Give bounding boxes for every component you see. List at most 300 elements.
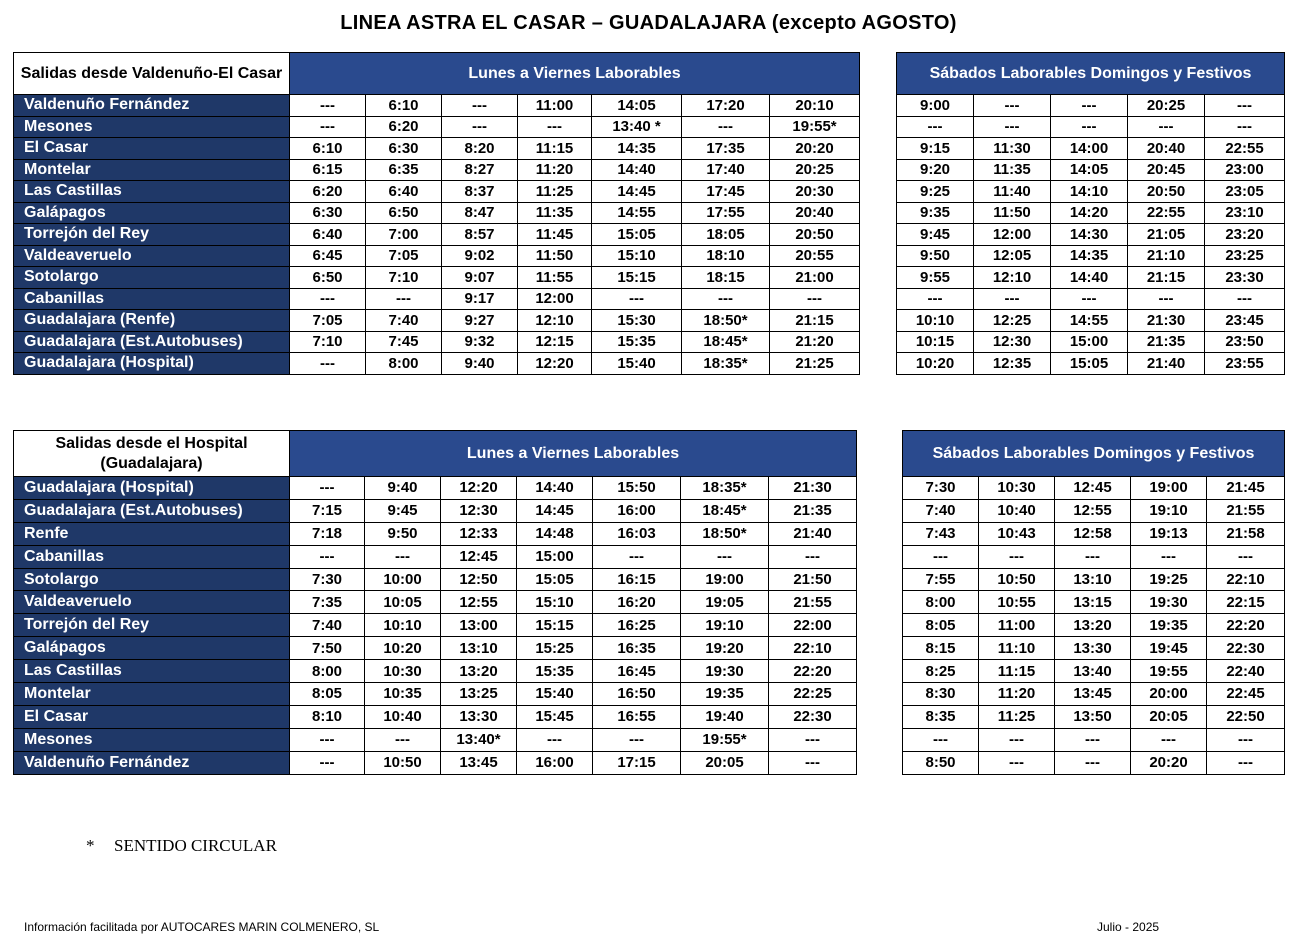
departure-time: 9:55 bbox=[897, 267, 974, 289]
table-row bbox=[903, 660, 1285, 683]
departure-time: 9:17 bbox=[442, 288, 518, 310]
departure-time: 19:30 bbox=[681, 660, 769, 683]
departure-time: 7:45 bbox=[366, 331, 442, 353]
departure-time: 15:05 bbox=[517, 568, 593, 591]
departure-time: 9:20 bbox=[897, 159, 974, 181]
departure-time: 6:30 bbox=[290, 202, 366, 224]
weekend-header: Sábados Laborables Domingos y Festivos bbox=[903, 431, 1285, 477]
departure-time: 21:58 bbox=[1207, 522, 1285, 545]
departure-time: 13:40 bbox=[1055, 660, 1131, 683]
departure-time: 6:35 bbox=[366, 159, 442, 181]
departure-time: 9:25 bbox=[897, 181, 974, 203]
table-row bbox=[903, 477, 1285, 500]
departure-time: --- bbox=[1207, 751, 1285, 774]
departure-time: 10:50 bbox=[365, 751, 441, 774]
departure-time: 12:55 bbox=[441, 591, 517, 614]
departure-time: 13:20 bbox=[1055, 614, 1131, 637]
departure-time: 15:05 bbox=[1051, 353, 1128, 375]
departure-time: 9:40 bbox=[365, 477, 441, 500]
departure-time: 6:20 bbox=[366, 116, 442, 138]
departure-time: 20:45 bbox=[1128, 159, 1205, 181]
departure-time: 21:15 bbox=[1128, 267, 1205, 289]
departure-time: 19:30 bbox=[1131, 591, 1207, 614]
table-row bbox=[897, 116, 1285, 138]
departure-time: 8:20 bbox=[442, 138, 518, 160]
table-row bbox=[14, 477, 857, 500]
table-row bbox=[897, 288, 1285, 310]
table-row bbox=[897, 202, 1285, 224]
departure-time: --- bbox=[1051, 288, 1128, 310]
departure-time: 9:00 bbox=[897, 95, 974, 117]
departure-time: 19:10 bbox=[1131, 499, 1207, 522]
table-row bbox=[14, 660, 857, 683]
departure-time: --- bbox=[518, 116, 592, 138]
page-title: LINEA ASTRA EL CASAR – GUADALAJARA (excepto AGOSTO) bbox=[340, 12, 957, 34]
departure-time: 14:35 bbox=[592, 138, 682, 160]
departure-time: 16:20 bbox=[593, 591, 681, 614]
departure-time: 20:20 bbox=[770, 138, 860, 160]
departure-time: 16:25 bbox=[593, 614, 681, 637]
stop-name: Montelar bbox=[14, 159, 290, 181]
departure-time: 16:35 bbox=[593, 637, 681, 660]
header-row bbox=[897, 53, 1285, 95]
departure-time: --- bbox=[365, 728, 441, 751]
timetable-return-weekend bbox=[902, 430, 1285, 775]
departure-time: 20:30 bbox=[770, 181, 860, 203]
stop-name: Torrejón del Rey bbox=[14, 224, 290, 246]
departure-time: 13:40 * bbox=[592, 116, 682, 138]
stop-name: Galápagos bbox=[14, 637, 290, 660]
departure-time: 11:30 bbox=[974, 138, 1051, 160]
departure-time: 21:40 bbox=[769, 522, 857, 545]
departure-time: 13:30 bbox=[441, 705, 517, 728]
departure-time: 14:55 bbox=[1051, 310, 1128, 332]
stop-name: Guadalajara (Est.Autobuses) bbox=[14, 499, 290, 522]
table-row bbox=[14, 353, 860, 375]
stop-name: El Casar bbox=[14, 138, 290, 160]
departure-time: 14:10 bbox=[1051, 181, 1128, 203]
departure-time: 9:02 bbox=[442, 245, 518, 267]
table-row bbox=[14, 181, 860, 203]
departure-time: 19:00 bbox=[1131, 477, 1207, 500]
departure-time: 14:40 bbox=[592, 159, 682, 181]
departure-time: 21:30 bbox=[1128, 310, 1205, 332]
departure-time: 22:20 bbox=[769, 660, 857, 683]
departure-time: 7:35 bbox=[290, 591, 365, 614]
departure-time: 12:15 bbox=[518, 331, 592, 353]
header-row bbox=[903, 431, 1285, 477]
footnote-symbol: * bbox=[86, 836, 95, 855]
stop-name: Guadalajara (Est.Autobuses) bbox=[14, 331, 290, 353]
departure-time: 20:25 bbox=[770, 159, 860, 181]
stop-name: Guadalajara (Hospital) bbox=[14, 353, 290, 375]
departure-time: 16:00 bbox=[517, 751, 593, 774]
departure-time: 14:40 bbox=[1051, 267, 1128, 289]
departure-time: 15:05 bbox=[592, 224, 682, 246]
departure-time: 15:15 bbox=[517, 614, 593, 637]
departure-time: 13:50 bbox=[1055, 705, 1131, 728]
departure-time: 23:45 bbox=[1205, 310, 1285, 332]
departure-time: 17:20 bbox=[682, 95, 770, 117]
departure-time: 10:20 bbox=[365, 637, 441, 660]
departure-time: 12:10 bbox=[518, 310, 592, 332]
table-row bbox=[14, 522, 857, 545]
table-row bbox=[14, 637, 857, 660]
departure-time: 11:15 bbox=[518, 138, 592, 160]
departure-time: 15:45 bbox=[517, 705, 593, 728]
departure-time: 21:30 bbox=[769, 477, 857, 500]
stop-name: Torrejón del Rey bbox=[14, 614, 290, 637]
departure-time: 22:10 bbox=[1207, 568, 1285, 591]
departure-time: 9:45 bbox=[365, 499, 441, 522]
table-row bbox=[14, 288, 860, 310]
departure-time: 12:58 bbox=[1055, 522, 1131, 545]
timetable-outbound-weekday bbox=[13, 52, 860, 375]
departure-time: 13:10 bbox=[441, 637, 517, 660]
departure-time: 10:50 bbox=[979, 568, 1055, 591]
departure-time: 8:15 bbox=[903, 637, 979, 660]
departure-time: 7:55 bbox=[903, 568, 979, 591]
table-row bbox=[903, 614, 1285, 637]
timetable-outbound-weekend bbox=[896, 52, 1285, 375]
stop-name: Valdeaveruelo bbox=[14, 245, 290, 267]
departure-time: 21:15 bbox=[770, 310, 860, 332]
table-row bbox=[897, 310, 1285, 332]
stop-name: Mesones bbox=[14, 728, 290, 751]
departure-time: --- bbox=[979, 751, 1055, 774]
stop-name: Las Castillas bbox=[14, 181, 290, 203]
departure-time: 21:35 bbox=[1128, 331, 1205, 353]
departure-time: 20:20 bbox=[1131, 751, 1207, 774]
departure-time: --- bbox=[979, 545, 1055, 568]
stop-name: Sotolargo bbox=[14, 568, 290, 591]
header-row bbox=[14, 53, 860, 95]
departure-time: 11:45 bbox=[518, 224, 592, 246]
departure-time: 23:25 bbox=[1205, 245, 1285, 267]
departure-time: 8:00 bbox=[366, 353, 442, 375]
departure-time: 6:15 bbox=[290, 159, 366, 181]
departure-time: 10:10 bbox=[365, 614, 441, 637]
departure-time: 9:45 bbox=[897, 224, 974, 246]
table-row bbox=[897, 95, 1285, 117]
departure-time: 10:20 bbox=[897, 353, 974, 375]
departure-time: 9:35 bbox=[897, 202, 974, 224]
departure-time: 22:40 bbox=[1207, 660, 1285, 683]
table-row bbox=[14, 683, 857, 706]
departure-time: 19:55* bbox=[681, 728, 769, 751]
departure-time: 13:25 bbox=[441, 683, 517, 706]
departure-time: --- bbox=[1055, 728, 1131, 751]
departure-time: 6:40 bbox=[290, 224, 366, 246]
departure-time: --- bbox=[1205, 95, 1285, 117]
departure-time: 20:50 bbox=[1128, 181, 1205, 203]
stop-name: Guadalajara (Hospital) bbox=[14, 477, 290, 500]
stop-name: Cabanillas bbox=[14, 288, 290, 310]
departure-time: 22:45 bbox=[1207, 683, 1285, 706]
departure-time: --- bbox=[681, 545, 769, 568]
departure-time: 12:30 bbox=[974, 331, 1051, 353]
stop-name: Cabanillas bbox=[14, 545, 290, 568]
table-row bbox=[14, 568, 857, 591]
departure-time: 23:20 bbox=[1205, 224, 1285, 246]
table-row bbox=[14, 591, 857, 614]
departure-time: 11:55 bbox=[518, 267, 592, 289]
departure-time: 6:50 bbox=[290, 267, 366, 289]
table-row bbox=[897, 224, 1285, 246]
departure-time: 20:05 bbox=[1131, 705, 1207, 728]
table-row bbox=[903, 568, 1285, 591]
departure-time: --- bbox=[366, 288, 442, 310]
departure-time: 17:15 bbox=[593, 751, 681, 774]
departure-time: --- bbox=[592, 288, 682, 310]
departure-time: 11:00 bbox=[518, 95, 592, 117]
departure-time: 13:45 bbox=[441, 751, 517, 774]
departure-time: 18:05 bbox=[682, 224, 770, 246]
departure-time: 12:00 bbox=[518, 288, 592, 310]
departure-time: 18:35* bbox=[681, 477, 769, 500]
departure-time: 19:45 bbox=[1131, 637, 1207, 660]
departure-time: 6:20 bbox=[290, 181, 366, 203]
departure-time: --- bbox=[442, 95, 518, 117]
departure-time: 12:25 bbox=[974, 310, 1051, 332]
timetable-return-weekday bbox=[13, 430, 857, 775]
departure-time: 22:50 bbox=[1207, 705, 1285, 728]
departure-time: 12:45 bbox=[1055, 477, 1131, 500]
departure-time: 14:48 bbox=[517, 522, 593, 545]
departure-time: 13:10 bbox=[1055, 568, 1131, 591]
departure-time: --- bbox=[903, 728, 979, 751]
departure-time: 22:55 bbox=[1128, 202, 1205, 224]
departure-time: 15:15 bbox=[592, 267, 682, 289]
departure-time: 15:40 bbox=[517, 683, 593, 706]
departure-time: 10:00 bbox=[365, 568, 441, 591]
departure-time: 14:00 bbox=[1051, 138, 1128, 160]
departure-time: --- bbox=[517, 728, 593, 751]
departure-time: 10:15 bbox=[897, 331, 974, 353]
table-row bbox=[903, 637, 1285, 660]
table-row bbox=[14, 138, 860, 160]
table-row bbox=[14, 499, 857, 522]
table-row bbox=[903, 499, 1285, 522]
departure-time: --- bbox=[442, 116, 518, 138]
departure-time: --- bbox=[1207, 545, 1285, 568]
departure-time: 23:00 bbox=[1205, 159, 1285, 181]
table-row bbox=[903, 522, 1285, 545]
table-row bbox=[903, 545, 1285, 568]
departure-time: 20:10 bbox=[770, 95, 860, 117]
departure-time: 14:05 bbox=[592, 95, 682, 117]
table-row bbox=[903, 591, 1285, 614]
departure-time: 11:00 bbox=[979, 614, 1055, 637]
departure-time: 23:05 bbox=[1205, 181, 1285, 203]
departure-time: 12:00 bbox=[974, 224, 1051, 246]
departure-time: 17:40 bbox=[682, 159, 770, 181]
departure-time: 14:55 bbox=[592, 202, 682, 224]
departure-time: --- bbox=[1055, 751, 1131, 774]
footer-credit: Información facilitada por AUTOCARES MARIN COLMENERO, SL bbox=[24, 920, 380, 934]
departure-time: 7:30 bbox=[903, 477, 979, 500]
departure-time: 7:30 bbox=[290, 568, 365, 591]
departure-time: 6:10 bbox=[366, 95, 442, 117]
departure-time: 13:00 bbox=[441, 614, 517, 637]
departure-time: --- bbox=[1128, 116, 1205, 138]
departure-time: 20:05 bbox=[681, 751, 769, 774]
stop-name: Valdenuño Fernández bbox=[14, 751, 290, 774]
table-row bbox=[14, 545, 857, 568]
departure-time: 10:30 bbox=[365, 660, 441, 683]
departure-time: 15:50 bbox=[593, 477, 681, 500]
departure-time: 19:13 bbox=[1131, 522, 1207, 545]
departure-time: --- bbox=[593, 545, 681, 568]
weekend-header: Sábados Laborables Domingos y Festivos bbox=[897, 53, 1285, 95]
departure-time: 12:30 bbox=[441, 499, 517, 522]
departure-time: --- bbox=[290, 116, 366, 138]
departure-time: 9:27 bbox=[442, 310, 518, 332]
departure-time: 6:10 bbox=[290, 138, 366, 160]
departure-time: 21:40 bbox=[1128, 353, 1205, 375]
departure-time: 11:35 bbox=[518, 202, 592, 224]
departure-time: 10:55 bbox=[979, 591, 1055, 614]
departure-time: --- bbox=[290, 728, 365, 751]
departure-time: --- bbox=[1055, 545, 1131, 568]
stop-name: El Casar bbox=[14, 705, 290, 728]
table-row bbox=[14, 751, 857, 774]
departure-time: 18:45* bbox=[681, 499, 769, 522]
departure-time: 6:40 bbox=[366, 181, 442, 203]
departure-time: --- bbox=[1051, 95, 1128, 117]
departure-time: --- bbox=[1131, 728, 1207, 751]
table-row bbox=[14, 331, 860, 353]
table-row bbox=[897, 159, 1285, 181]
departure-time: 9:50 bbox=[897, 245, 974, 267]
departure-time: 8:37 bbox=[442, 181, 518, 203]
departure-time: 22:15 bbox=[1207, 591, 1285, 614]
table-row bbox=[903, 683, 1285, 706]
stop-name: Sotolargo bbox=[14, 267, 290, 289]
table-row bbox=[14, 159, 860, 181]
stop-name: Galápagos bbox=[14, 202, 290, 224]
departure-time: 22:30 bbox=[769, 705, 857, 728]
stop-name: Guadalajara (Renfe) bbox=[14, 310, 290, 332]
departure-time: 19:20 bbox=[681, 637, 769, 660]
departure-time: 15:35 bbox=[517, 660, 593, 683]
departure-time: --- bbox=[1051, 116, 1128, 138]
table-row bbox=[14, 116, 860, 138]
departure-time: --- bbox=[770, 288, 860, 310]
departure-time: 12:20 bbox=[518, 353, 592, 375]
departure-time: 23:30 bbox=[1205, 267, 1285, 289]
departure-time: --- bbox=[903, 545, 979, 568]
departure-time: 16:03 bbox=[593, 522, 681, 545]
departure-time: 7:05 bbox=[366, 245, 442, 267]
departure-time: 12:35 bbox=[974, 353, 1051, 375]
departure-time: --- bbox=[769, 751, 857, 774]
departure-time: 19:25 bbox=[1131, 568, 1207, 591]
departure-time: 21:20 bbox=[770, 331, 860, 353]
departure-time: --- bbox=[682, 288, 770, 310]
departure-time: 19:00 bbox=[681, 568, 769, 591]
departure-time: 19:40 bbox=[681, 705, 769, 728]
departure-time: 11:50 bbox=[518, 245, 592, 267]
stop-name: Montelar bbox=[14, 683, 290, 706]
departure-time: 18:50* bbox=[681, 522, 769, 545]
departure-time: 20:00 bbox=[1131, 683, 1207, 706]
departure-time: 16:50 bbox=[593, 683, 681, 706]
departure-time: 7:50 bbox=[290, 637, 365, 660]
departure-time: 10:35 bbox=[365, 683, 441, 706]
departure-time: 15:10 bbox=[517, 591, 593, 614]
departure-time: 18:10 bbox=[682, 245, 770, 267]
footnote bbox=[86, 836, 277, 856]
departure-time: --- bbox=[1205, 116, 1285, 138]
departure-time: 21:45 bbox=[1207, 477, 1285, 500]
weekday-header: Lunes a Viernes Laborables bbox=[290, 431, 857, 477]
departure-time: 7:10 bbox=[366, 267, 442, 289]
stop-name: Las Castillas bbox=[14, 660, 290, 683]
table-row bbox=[897, 331, 1285, 353]
departure-time: 14:05 bbox=[1051, 159, 1128, 181]
departure-time: 8:50 bbox=[903, 751, 979, 774]
departure-time: 20:40 bbox=[770, 202, 860, 224]
departure-time: 8:25 bbox=[903, 660, 979, 683]
stop-name: Valdenuño Fernández bbox=[14, 95, 290, 117]
departure-time: 10:43 bbox=[979, 522, 1055, 545]
departure-time: 8:00 bbox=[290, 660, 365, 683]
departure-time: 11:35 bbox=[974, 159, 1051, 181]
departure-time: 7:40 bbox=[366, 310, 442, 332]
stop-name: Mesones bbox=[14, 116, 290, 138]
departure-time: 8:27 bbox=[442, 159, 518, 181]
departure-time: --- bbox=[290, 545, 365, 568]
departure-time: 6:30 bbox=[366, 138, 442, 160]
departure-time: 21:50 bbox=[769, 568, 857, 591]
departure-time: 10:30 bbox=[979, 477, 1055, 500]
departure-time: 22:55 bbox=[1205, 138, 1285, 160]
departure-time: 10:40 bbox=[365, 705, 441, 728]
departure-time: 7:40 bbox=[290, 614, 365, 637]
departure-time: 8:00 bbox=[903, 591, 979, 614]
departure-time: 13:40* bbox=[441, 728, 517, 751]
departure-time: 15:10 bbox=[592, 245, 682, 267]
departure-time: 13:45 bbox=[1055, 683, 1131, 706]
stop-name: Valdeaveruelo bbox=[14, 591, 290, 614]
departure-time: --- bbox=[365, 545, 441, 568]
departure-time: 15:25 bbox=[517, 637, 593, 660]
table-row bbox=[14, 267, 860, 289]
table-row bbox=[14, 245, 860, 267]
departure-time: 11:20 bbox=[518, 159, 592, 181]
departure-time: 14:45 bbox=[592, 181, 682, 203]
departure-time: --- bbox=[1205, 288, 1285, 310]
departure-time: 11:40 bbox=[974, 181, 1051, 203]
departure-time: 8:10 bbox=[290, 705, 365, 728]
departure-time: --- bbox=[897, 116, 974, 138]
table-row bbox=[14, 728, 857, 751]
origin-header: Salidas desde el Hospital (Guadalajara) bbox=[14, 431, 290, 477]
departure-time: 23:50 bbox=[1205, 331, 1285, 353]
departure-time: 14:20 bbox=[1051, 202, 1128, 224]
departure-time: --- bbox=[593, 728, 681, 751]
departure-time: 11:15 bbox=[979, 660, 1055, 683]
table-row bbox=[897, 138, 1285, 160]
departure-time: 7:15 bbox=[290, 499, 365, 522]
table-row bbox=[14, 614, 857, 637]
departure-time: 17:55 bbox=[682, 202, 770, 224]
departure-time: --- bbox=[290, 95, 366, 117]
departure-time: 21:55 bbox=[1207, 499, 1285, 522]
table-row bbox=[14, 202, 860, 224]
table-row bbox=[903, 705, 1285, 728]
